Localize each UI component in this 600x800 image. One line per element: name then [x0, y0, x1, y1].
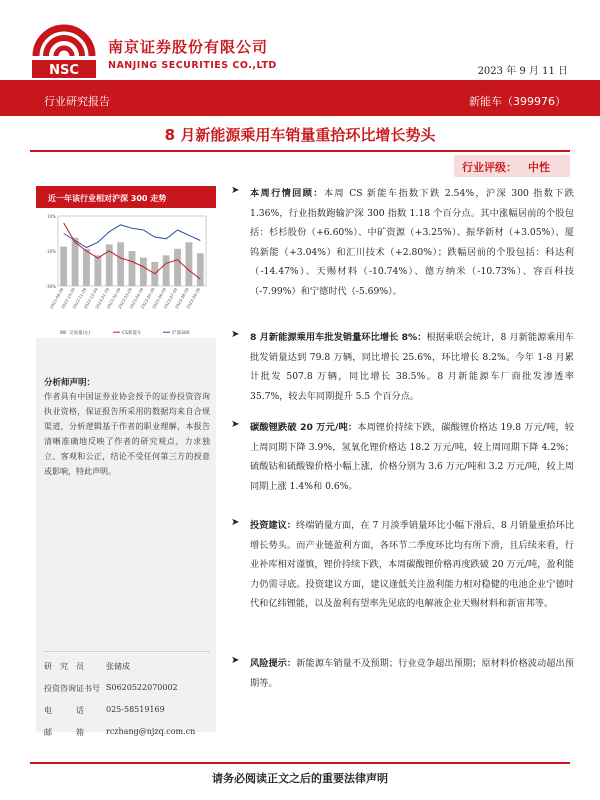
volume-bar	[174, 249, 181, 286]
investment-advice-bullet	[232, 516, 574, 614]
y-tick-label: -30%	[45, 284, 56, 289]
x-tick-label: 2023-02-09	[105, 287, 122, 310]
x-tick-label: 2023-09-09	[185, 287, 202, 310]
company-name-en: NANJING SECURITIES CO.,LTD	[108, 60, 277, 71]
x-tick-label: 2023-01-09	[94, 287, 111, 310]
company-name-cn: 南京证券股份有限公司	[108, 38, 269, 56]
contact-value[interactable]: rczhang@njzq.com.cn	[106, 727, 196, 736]
x-tick-label: 2022-11-09	[71, 287, 88, 310]
bullet-text: 本周 CS 新能车指数下跌 2.54%，沪深 300 指数下跌 1.36%，行业指数跑输沪深 300 指数 1.18 个百分点。其中涨幅居前的个股包括：杉杉股份（+6.60%）、中矿资源（+3.25%）、振华新材（+3.05%）、厦钨新能（+3.04%）和汇川技术（+2.80%）；跌幅居前的个股包括：科达利（-14.47%）、天赐材料（-10.74%）、德方纳米（-10.73%）、容百科技（-7.99%）和宁德时代（-5.69%）。	[250, 188, 574, 297]
contact-divider	[44, 651, 210, 652]
x-tick-label: 2022-09-09	[48, 287, 65, 310]
sector-label: 新能车（399976）	[469, 95, 566, 108]
legend-label: CS新能车	[122, 331, 142, 336]
legend-label: 交易量(左)	[69, 331, 91, 336]
x-tick-label: 2023-05-09	[139, 287, 156, 310]
bullet-arrow-icon: ➤	[231, 517, 240, 528]
volume-bar	[60, 247, 67, 286]
x-tick-label: 2023-03-09	[116, 287, 133, 310]
x-tick-label: 2023-04-09	[128, 287, 145, 310]
bullet-arrow-icon: ➤	[231, 185, 240, 196]
report-type: 行业研究报告	[44, 95, 110, 108]
contact-key: 电 话	[44, 706, 84, 715]
volume-bar	[94, 255, 101, 286]
risk-warning-bullet	[232, 654, 574, 693]
x-tick-label: 2023-06-09	[151, 287, 168, 310]
logo-letters: NSC	[49, 63, 79, 78]
bullet-arrow-icon: ➤	[231, 419, 240, 430]
bullet-text: 本周锂价持续下跌，碳酸锂价格达 19.8 万元/吨，较上周同期下降 3.9%，氢氧化锂价格达 18.2 万元/吨，较上周同期下降 4.2%；硫酸钴和硫酸镍价格小幅上涨，价格分别为 3.6 万元/吨和 3.2 万元/吨，较上周同期上涨 1.4%和 0.6%。	[250, 422, 574, 492]
volume-bar	[117, 242, 124, 286]
x-tick-label: 2023-07-09	[162, 287, 179, 310]
volume-bar	[197, 253, 204, 286]
rating-label: 行业评级：	[462, 161, 517, 174]
contact-key: 研 究 员	[44, 662, 84, 671]
analyst-statement-text: 作者具有中国证券业协会授予的证券投资咨询执业资格，保证报告所采用的数据均来自合规渠道，分析逻辑基于作者的职业理解，本报告清晰准确地反映了作者的研究观点，力求独立、客观和公正，结论不受任何第三方的授意或影响，特此声明。	[44, 392, 210, 476]
weekly-review-bullet	[232, 184, 574, 301]
relative-performance-chart	[36, 208, 216, 338]
bullet-arrow-icon: ➤	[231, 655, 240, 666]
report-date: 2023 年 9 月 11 日	[477, 66, 568, 77]
bullet-text: 根据乘联会统计，8 月新能源乘用车批发销量达到 79.8 万辆，同比增长 25.6%，环比增长 8.2%。今年 1-8 月累计批发 507.8 万辆，同比增长 38.5%。8 月新能源车厂商批发渗透率 35.7%，较去年同期提升 5.5 个百分点。	[250, 332, 575, 402]
title-divider	[30, 150, 570, 152]
hs300-line	[64, 225, 201, 248]
legend-label: 沪深300	[172, 331, 190, 336]
lithium-price-bullet	[232, 418, 574, 496]
header-band	[0, 80, 600, 116]
rating-box	[454, 155, 570, 177]
volume-bar	[163, 255, 170, 286]
chart-title: 近一年该行业相对沪深 300 走势	[36, 186, 216, 208]
contact-value: 025-58519169	[106, 705, 165, 714]
company-logo	[28, 22, 278, 82]
bullet-heading: 8 月新能源乘用车批发销量环比增长 8%：	[250, 332, 427, 343]
x-tick-label: 2022-10-09	[59, 287, 76, 310]
sales-bullet	[232, 328, 574, 406]
contact-value: S0620522070002	[106, 683, 178, 692]
bullet-heading: 碳酸锂跌破 20 万元/吨：	[250, 422, 358, 433]
volume-bar	[129, 251, 136, 286]
volume-bar	[72, 238, 79, 286]
nsc-emblem-icon	[28, 22, 100, 80]
bullet-text: 新能源车销量不及预期；行业竞争超出预期；原材料价格波动超出预期等。	[250, 658, 574, 689]
y-tick-label: -10%	[45, 249, 56, 254]
legend-swatch	[60, 331, 66, 335]
contact-key: 邮 箱	[44, 728, 84, 737]
sidebar	[36, 186, 216, 737]
x-tick-label: 2022-12-09	[82, 287, 99, 310]
bullet-heading: 投资建议：	[250, 520, 296, 531]
rating-value: 中性	[528, 161, 550, 174]
bullet-arrow-icon: ➤	[231, 329, 240, 340]
volume-bar	[140, 258, 147, 286]
analyst-statement-heading: 分析师声明：	[44, 378, 96, 388]
volume-bar	[186, 242, 193, 286]
bullet-heading: 风险提示：	[250, 658, 297, 669]
y-tick-label: 10%	[47, 214, 56, 219]
chart-svg	[36, 208, 216, 338]
x-tick-label: 2023-08-09	[173, 287, 190, 310]
contact-value: 张储成	[106, 662, 130, 671]
bullet-text: 终端销量方面，在 7 月淡季销量环比小幅下滑后，8 月销量重拾环比增长势头。而产业链盈利方面，各环节二季度环比均有所下滑，且后续来看，行业补库相对谨慎，锂价持续下跌，本周碳酸锂价格再度跌破 20 万元/吨，盈利能力仍需寻底。投资建议方面，建议逢低关注盈利能力相对稳健的电池企业宁德时代和亿纬锂能，以及盈利有望率先见底的电解液企业天赐材料和新宙邦等。	[250, 520, 575, 609]
legal-notice[interactable]: 请务必阅读正文之后的重要法律声明	[212, 772, 388, 785]
volume-bar	[83, 249, 90, 286]
bullet-heading: 本周行情回顾：	[250, 188, 324, 199]
report-title: 8 月新能源乘用车销量重拾环比增长势头	[164, 126, 436, 144]
footer-divider	[30, 762, 570, 764]
contact-key: 投资咨询证书号	[44, 684, 100, 693]
